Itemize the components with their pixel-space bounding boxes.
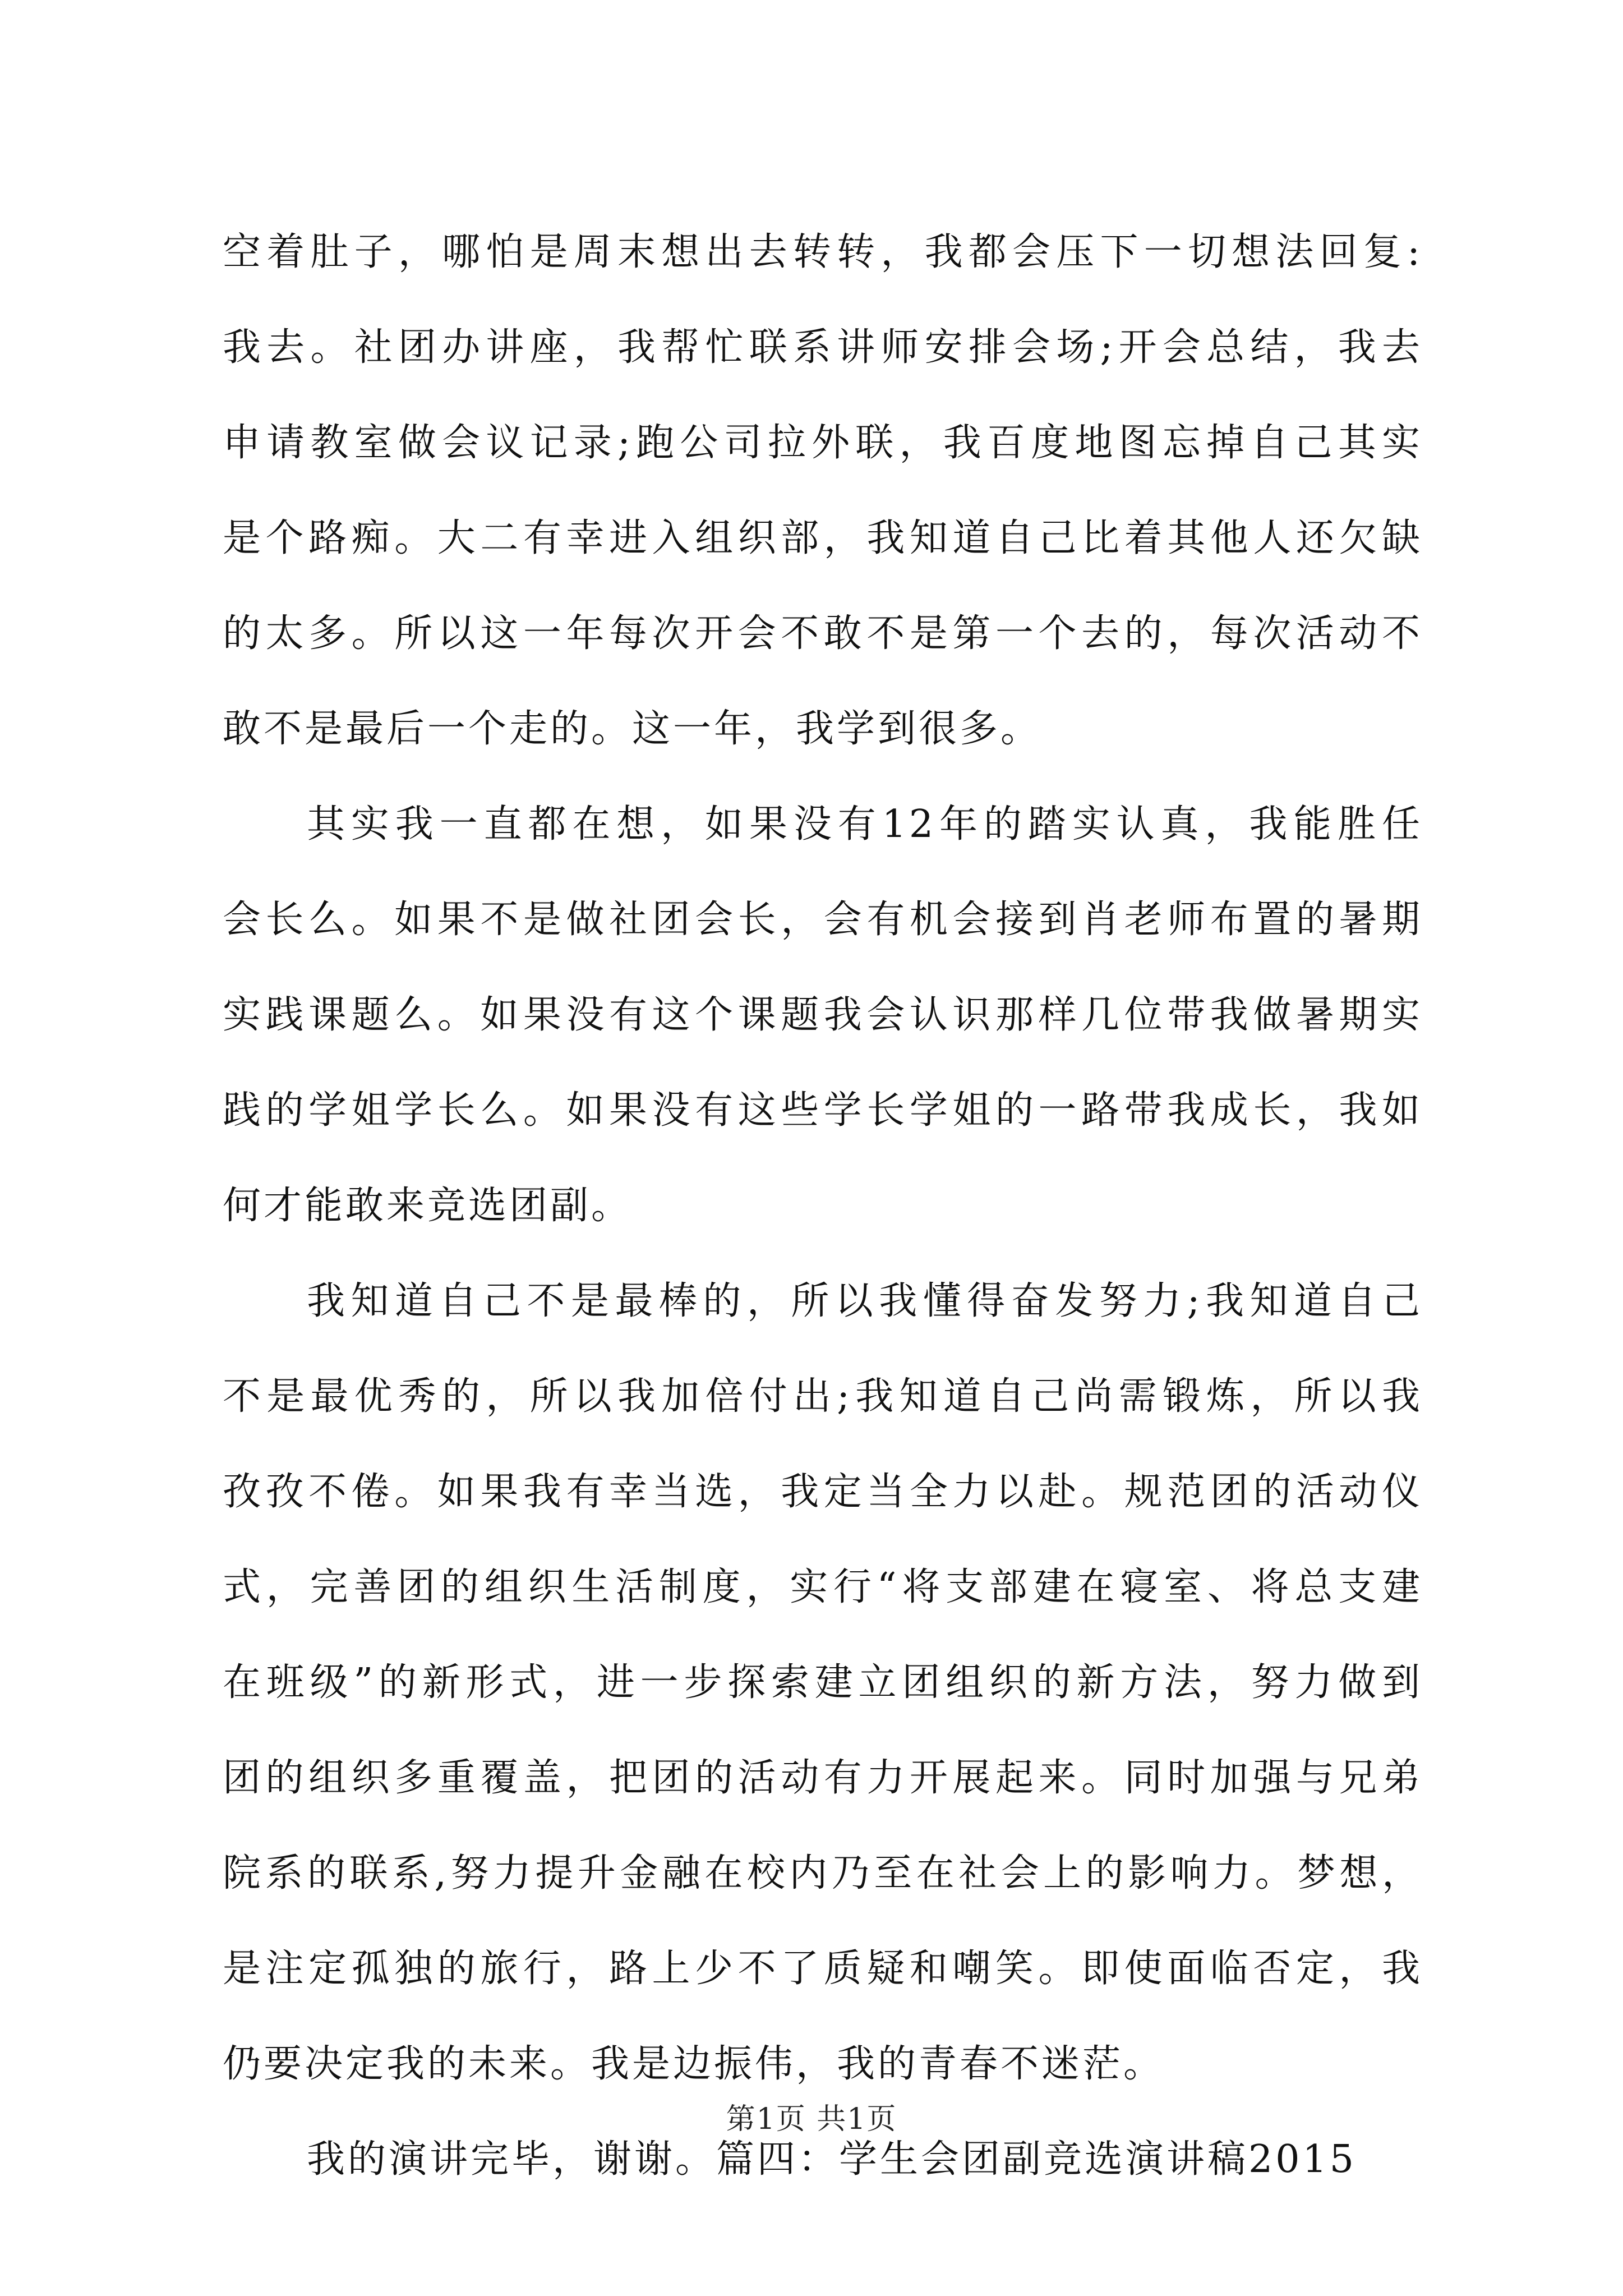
text-line: 在班级”的新形式，进一步探索建立团组织的新方法，努力做到 [223, 1660, 1423, 1705]
page-footer: 第1页 共1页 [726, 2102, 897, 2136]
text-line: 不是最优秀的，所以我加倍付出;我知道自己尚需锻炼，所以我 [223, 1374, 1423, 1419]
paragraph-first-line: 其实我一直都在想，如果没有12年的踏实认真，我能胜任 [307, 802, 1423, 846]
text-line: 是个路痴。大二有幸进入组织部，我知道自己比着其他人还欠缺 [223, 516, 1423, 560]
text-line: 我去。社团办讲座，我帮忙联系讲师安排会场;开会总结，我去 [223, 325, 1423, 370]
document-body [223, 227, 1423, 2230]
text-line: 实践课题么。如果没有这个课题我会认识那样几位带我做暑期实 [223, 993, 1423, 1037]
paragraph-first-line: 我知道自己不是最棒的，所以我懂得奋发努力;我知道自己 [307, 1279, 1423, 1323]
text-line: 仍要决定我的未来。我是边振伟，我的青春不迷茫。 [223, 2042, 1165, 2086]
text-line: 孜孜不倦。如果我有幸当选，我定当全力以赴。规范团的活动仪 [223, 1470, 1423, 1514]
text-line: 是注定孤独的旅行，路上少不了质疑和嘲笑。即使面临否定，我 [223, 1947, 1423, 1991]
text-line: 会长么。如果不是做社团会长，会有机会接到肖老师布置的暑期 [223, 898, 1423, 942]
text-line: 空着肚子，哪怕是周末想出去转转，我都会压下一切想法回复: [223, 230, 1423, 274]
text-line: 何才能敢来竞选团副。 [223, 1184, 633, 1228]
text-line: 式，完善团的组织生活制度，实行“将支部建在寝室、将总支建 [223, 1565, 1423, 1609]
text-line: 敢不是最后一个走的。这一年，我学到很多。 [223, 707, 1042, 751]
text-line: 的太多。所以这一年每次开会不敢不是第一个去的，每次活动不 [223, 611, 1423, 656]
paragraph-first-line: 我的演讲完毕，谢谢。篇四：学生会团副竞选演讲稿2015 [307, 2137, 1357, 2182]
text-line: 申请教室做会议记录;跑公司拉外联，我百度地图忘掉自己其实 [223, 421, 1423, 465]
text-line: 院系的联系,努力提升金融在校内乃至在社会上的影响力。梦想， [223, 1851, 1423, 1895]
text-line: 践的学姐学长么。如果没有这些学长学姐的一路带我成长，我如 [223, 1088, 1423, 1133]
text-line: 团的组织多重覆盖，把团的活动有力开展起来。同时加强与兄弟 [223, 1756, 1423, 1800]
